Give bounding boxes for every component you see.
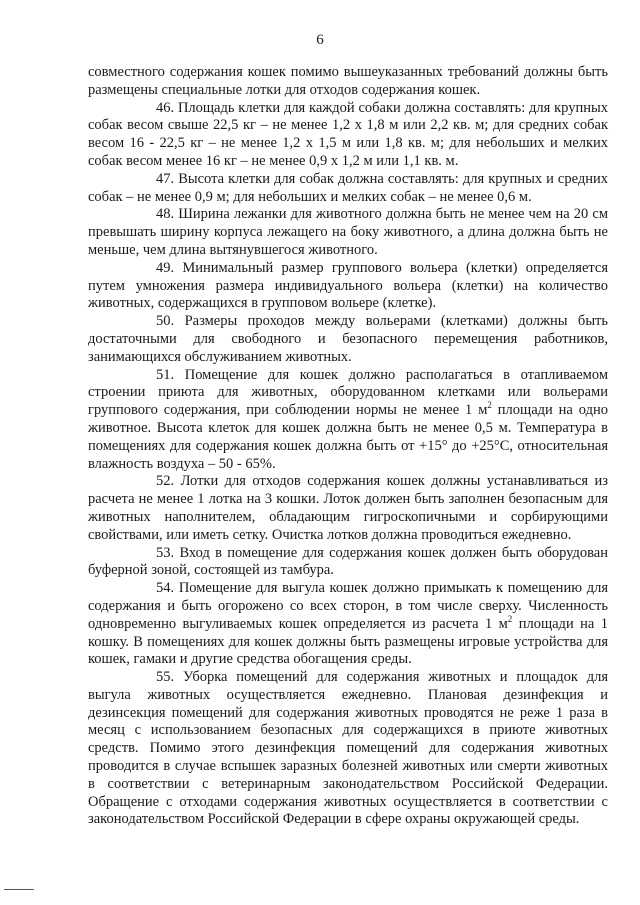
superscript: 2 (507, 613, 513, 624)
paragraph-49 (88, 260, 608, 313)
paragraph-52 (88, 473, 608, 544)
paragraph-50 (88, 313, 608, 366)
numbered-paragraphs (88, 100, 608, 830)
page-number: 6 (316, 32, 324, 48)
paragraph-number: 51. (156, 366, 175, 383)
paragraph-number: 50. (156, 313, 175, 330)
footer-rule (4, 889, 34, 890)
continuation-paragraph: совместного содержания кошек помимо вышеуказанных требований должны быть размещены специальные лотки для отходов содержания кошек. (88, 64, 608, 98)
paragraph-text: площади на 1 кошку. В помещениях для кошек должны быть размещены игровые устройства для кошек, гамаки и другие средства обогащения среды. (88, 615, 608, 668)
paragraph-number: 48. (156, 206, 175, 223)
paragraph-number: 47. (156, 170, 175, 187)
paragraph-text: Размеры проходов между вольерами (клетками) должны быть достаточными для свободного и безопасного перемещения работников, занимающихся обслуживанием животных. (88, 313, 609, 365)
paragraph-text: Высота клетки для собак должна составлять: для крупных и средних собак – не менее 0,9 м; для небольших и мелких собак – не менее 0,6 м. (88, 170, 609, 205)
paragraph-number: 53. (156, 544, 175, 561)
paragraph-48 (88, 206, 608, 259)
paragraph-text: площади на одно животное. Высота клеток для кошек должна быть не менее 0,5 м. Температура в помещениях для содержания кошек должна быть от +15° до +25°С, относительная влажность воздуха – 50 - 65%. (88, 402, 608, 472)
paragraph-text: Площадь клетки для каждой собаки должна составлять: для крупных собак весом свыше 22,5 кг – не менее 1,2 х 1,8 м или 2,2 кв. м; для средних собак весом 16 - 22,5 кг – не менее 1,2 х 1,5 м или 1,8 кв. м; для небольших и мелких собак весом менее 16 кг – не менее 0,9 х 1,2 м или 1,1 кв. м. (88, 99, 609, 169)
paragraph-text: Помещение для кошек должно располагаться в отапливаемом строении приюта для животных, оборудованном клетками или вольерами группового содержания, при соблюдении нормы не менее 1 м (88, 366, 609, 419)
paragraph-text: Вход в помещение для содержания кошек должен быть оборудован буферной зоной, состоящей из тамбура. (88, 544, 608, 579)
paragraph-number: 49. (156, 259, 175, 276)
superscript: 2 (487, 400, 492, 411)
paragraph-number: 52. (156, 473, 175, 490)
paragraph-text: Минимальный размер группового вольера (клетки) определяется путем умножения размера индивидуального вольера (клетки) на количество животных, содержащихся в групповом вольере (клетке). (88, 259, 609, 312)
paragraph-54 (88, 580, 608, 669)
paragraph-55 (88, 669, 608, 829)
paragraph-text: Уборка помещений для содержания животных и площадок для выгула животных осуществляется ежедневно. Плановая дезинфекция и дезинсекция помещений для содержания животных проводятся не реже 1 раза в месяц с использованием безопасных для содержащихся в приюте животных средств. Помимо этого дезинфекция помещений для содержания животных проводится в случае вспышек заразных болезней животных или смерти животных в соответствии с ветеринарным законодательством Российской Федерации. Обращение с отходами содержания животных осуществляется в соответствии с законодательством Российской Федерации в сфере охраны окружающей среды. (88, 669, 609, 828)
paragraph-text: Лотки для отходов содержания кошек должны устанавливаться из расчета не менее 1 лотка на 3 кошки. Лоток должен быть заполнен безопасным для животных наполнителем, обладающим гигроскопичными и сорбирующими свойствами, или иметь сетку. Очистка лотков должна проводиться ежедневно. (88, 473, 609, 543)
paragraph-47 (88, 171, 608, 207)
paragraph-46 (88, 100, 608, 171)
paragraph-number: 46. (156, 99, 175, 116)
paragraph-text: Помещение для выгула кошек должно примыкать к помещению для содержания и быть огорожено со всех сторон, в том числе сверху. Численность одновременно выгуливаемых кошек определяется из расчета 1 м (88, 580, 608, 632)
paragraph-number: 55. (156, 669, 175, 686)
paragraph-text: Ширина лежанки для животного должна быть не менее чем на 20 см превышать ширину корпуса лежащего на боку животного, а длина должна быть не меньше, чем длина вытянувшегося животного. (88, 206, 608, 258)
paragraph-53 (88, 545, 608, 581)
paragraph-number: 54. (156, 580, 175, 597)
paragraph-51 (88, 367, 608, 474)
document-body (88, 64, 608, 829)
